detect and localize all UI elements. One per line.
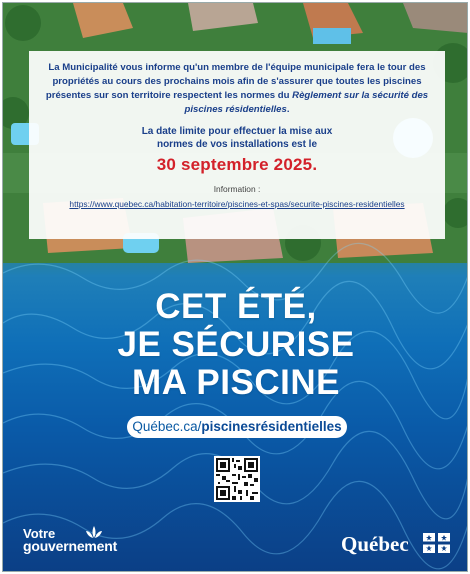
info-link[interactable]: https://www.quebec.ca/habitation-territoire/piscines-et-spas/securite-piscines-residentielles bbox=[69, 199, 405, 209]
headline-line-1: CET ÉTÉ, bbox=[155, 287, 317, 326]
info-label: Information : bbox=[213, 184, 261, 194]
notice-text: La Municipalité vous informe qu'un membre de l'équipe municipale fera le tour des propriétés au cours des prochains mois afin de s'assurer que toutes les piscines présentes sur son territoire respectent les normes du bbox=[45, 62, 426, 101]
leaf-icon bbox=[83, 524, 105, 540]
date-value: 30 septembre 2025 bbox=[156, 155, 313, 174]
campaign-url[interactable] bbox=[127, 416, 347, 438]
headline bbox=[3, 288, 468, 402]
qr-code-icon[interactable] bbox=[214, 456, 260, 502]
poster bbox=[2, 2, 468, 572]
date-suffix: . bbox=[312, 155, 318, 174]
notice-text-end: . bbox=[286, 104, 290, 115]
notice-box bbox=[29, 51, 445, 239]
headline-line-2: JE SÉCURISE bbox=[117, 325, 355, 364]
deadline-line-1: La date limite pour effectuer la mise aux bbox=[141, 126, 333, 137]
pool-water-texture bbox=[3, 233, 468, 572]
logo-word-gouvernement: gouvernement bbox=[23, 538, 118, 554]
deadline-line-2: normes de vos installations est le bbox=[156, 139, 318, 150]
regulation-name: Règlement sur la sécurité des piscines résidentielles bbox=[184, 90, 429, 115]
quebec-flag-icon bbox=[423, 533, 450, 553]
url-prefix: Québec.ca/ bbox=[132, 419, 202, 434]
quebec-wordmark: Québec bbox=[341, 532, 409, 556]
logo-word-votre: Votre bbox=[23, 526, 56, 541]
deadline-date bbox=[39, 155, 435, 175]
deadline-text bbox=[39, 125, 435, 151]
headline-line-3: MA PISCINE bbox=[132, 363, 340, 402]
url-path: piscinesrésidentielles bbox=[201, 419, 342, 434]
notice-paragraph bbox=[39, 61, 435, 117]
